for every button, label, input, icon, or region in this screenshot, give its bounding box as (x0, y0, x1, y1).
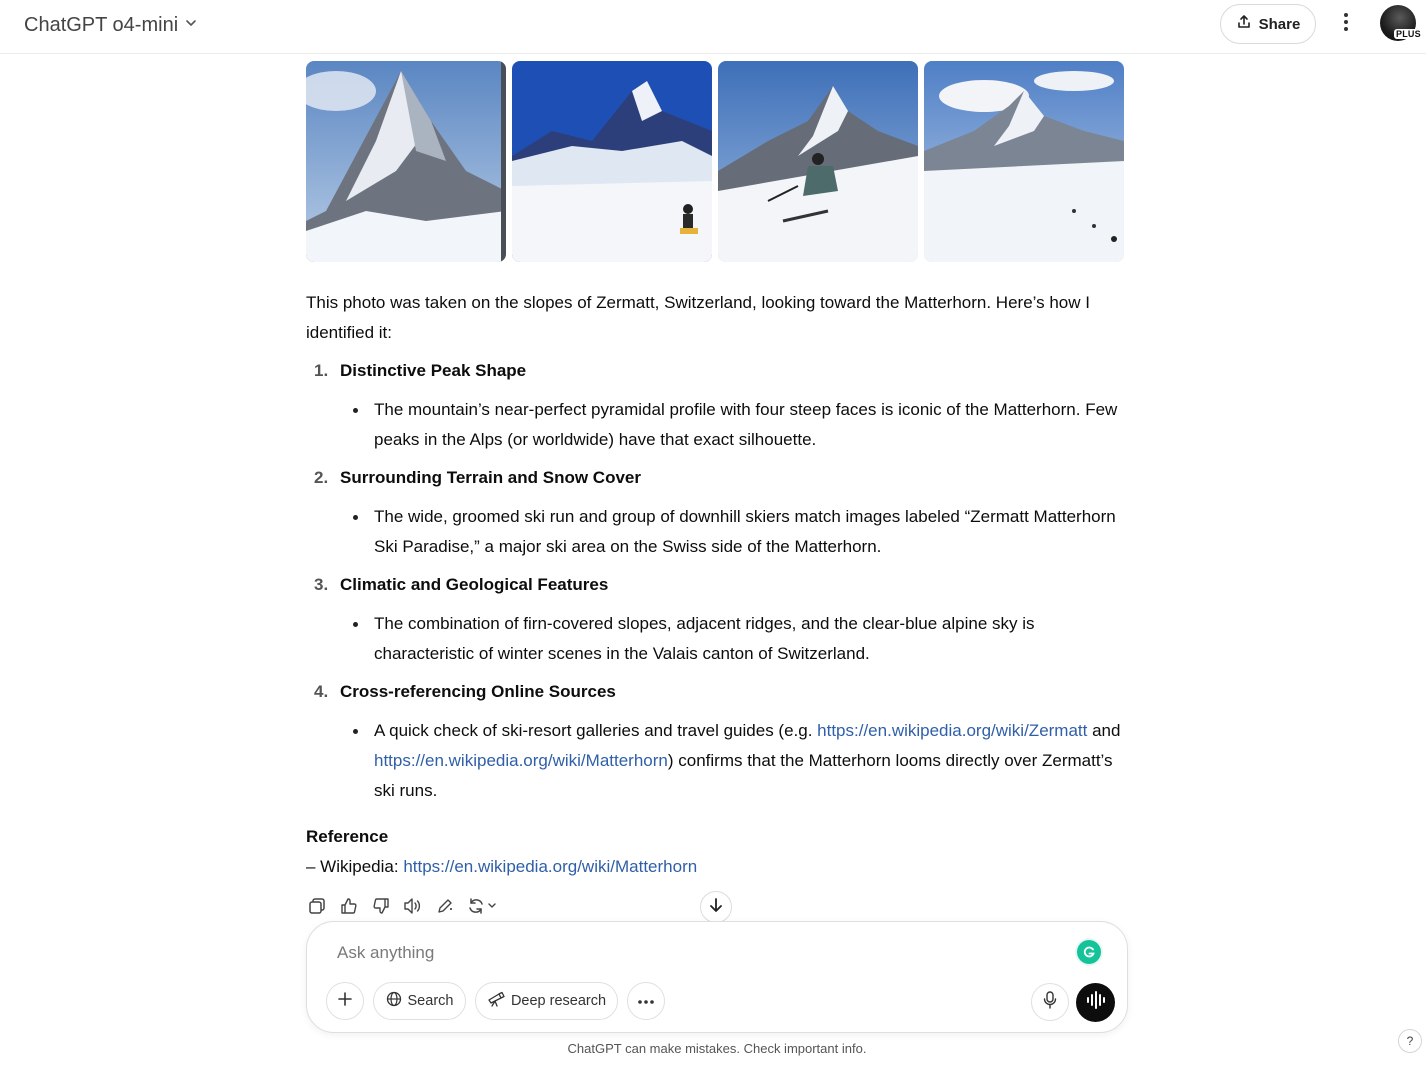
more-vertical-icon (1343, 12, 1349, 37)
share-icon (1236, 14, 1252, 34)
list-item (306, 356, 1124, 455)
model-selector[interactable] (24, 12, 198, 38)
top-bar (0, 0, 1426, 54)
speaker-icon (403, 897, 423, 920)
list-item-title: Climatic and Geological Features (340, 575, 609, 594)
edit-icon (436, 897, 454, 920)
avatar[interactable] (1380, 5, 1421, 41)
bullet-text: ) confirms that the Matterhorn looms directly over Zermatt’s ski runs. (374, 751, 1113, 800)
matterhorn-link[interactable]: https://en.wikipedia.org/wiki/Matterhorn (374, 751, 668, 770)
list-number: 1. (314, 361, 329, 380)
globe-icon (386, 991, 402, 1011)
bullet-text: and (1087, 721, 1121, 740)
image-results (306, 61, 1124, 263)
search-button[interactable] (373, 982, 466, 1020)
share-label: Share (1258, 15, 1301, 33)
list-item (306, 570, 1124, 669)
copy-icon (308, 897, 326, 920)
voice-mode-icon (1086, 991, 1106, 1014)
list-item (306, 677, 1124, 806)
assistant-message (306, 288, 1124, 882)
deep-research-label: Deep research (510, 993, 607, 1009)
deep-research-button[interactable] (475, 982, 618, 1020)
more-options-button[interactable] (1334, 12, 1358, 36)
more-horizontal-icon (637, 993, 655, 1009)
reference-link[interactable]: https://en.wikipedia.org/wiki/Matterhorn (403, 857, 698, 876)
reference-prefix: – Wikipedia: (306, 857, 404, 876)
search-label: Search (407, 993, 454, 1009)
attach-button[interactable] (326, 982, 364, 1020)
regenerate-button[interactable] (466, 897, 500, 919)
list-item (306, 463, 1124, 562)
zermatt-link[interactable]: https://en.wikipedia.org/wiki/Zermatt (817, 721, 1088, 740)
list-number: 3. (314, 575, 329, 594)
edit-button[interactable] (434, 897, 456, 919)
thumbs-up-icon (340, 897, 358, 920)
plan-badge: PLUS (1396, 29, 1421, 39)
list-item-bullet: The combination of firn-covered slopes, adjacent ridges, and the clear-blue alpine sky is characteristic of winter scenes in the Valais canton of Switzerland. (306, 609, 1124, 669)
model-title: ChatGPT o4-mini (24, 13, 179, 36)
list-item-bullet (306, 716, 1124, 806)
message-actions (306, 897, 500, 919)
chevron-down-icon (184, 16, 198, 35)
help-button[interactable]: ? (1398, 1029, 1422, 1053)
answer-intro: This photo was taken on the slopes of Zermatt, Switzerland, looking toward the Matterhorn. Here’s how I identified it: (306, 293, 1090, 342)
telescope-icon (487, 991, 505, 1011)
list-number: 2. (314, 468, 329, 487)
mic-icon (1043, 991, 1057, 1014)
image-thumbnail-3[interactable] (718, 61, 918, 262)
reference-heading: Reference (306, 827, 389, 846)
share-button[interactable] (1220, 4, 1316, 44)
bullet-text: A quick check of ski-resort galleries and travel guides (e.g. (374, 721, 818, 740)
regenerate-icon (468, 897, 498, 920)
thumbs-up-button[interactable] (338, 897, 360, 919)
disclaimer: ChatGPT can make mistakes. Check important info. (567, 1041, 867, 1056)
image-thumbnail-2[interactable] (512, 61, 712, 262)
reference-line (306, 852, 1124, 882)
list-number: 4. (314, 682, 329, 701)
list-item-bullet: The wide, groomed ski run and group of downhill skiers match images labeled “Zermatt Matterhorn Ski Paradise,” a major ski area on the Swiss side of the Matterhorn. (306, 502, 1124, 562)
list-item-bullet: The mountain’s near-perfect pyramidal profile with four steep faces is iconic of the Matterhorn. Few peaks in the Alps (or worldwide) have that exact silhouette. (306, 395, 1124, 455)
plus-icon (337, 991, 353, 1011)
list-item-title: Surrounding Terrain and Snow Cover (340, 468, 641, 487)
arrow-down-icon (708, 897, 724, 918)
image-thumbnail-1[interactable] (306, 61, 506, 262)
grammarly-icon[interactable] (1077, 940, 1101, 964)
image-thumbnail-4[interactable] (924, 61, 1124, 262)
list-item-title: Distinctive Peak Shape (340, 361, 527, 380)
scroll-to-bottom-button[interactable] (700, 891, 732, 923)
more-tools-button[interactable] (627, 982, 665, 1020)
list-item-title: Cross-referencing Online Sources (340, 682, 616, 701)
prompt-input[interactable] (335, 936, 1039, 970)
read-aloud-button[interactable] (402, 897, 424, 919)
thumbs-down-icon (372, 897, 390, 920)
dictate-button[interactable] (1031, 983, 1069, 1021)
thumbs-down-button[interactable] (370, 897, 392, 919)
voice-mode-button[interactable] (1076, 983, 1115, 1022)
copy-button[interactable] (306, 897, 328, 919)
composer (306, 921, 1128, 1033)
